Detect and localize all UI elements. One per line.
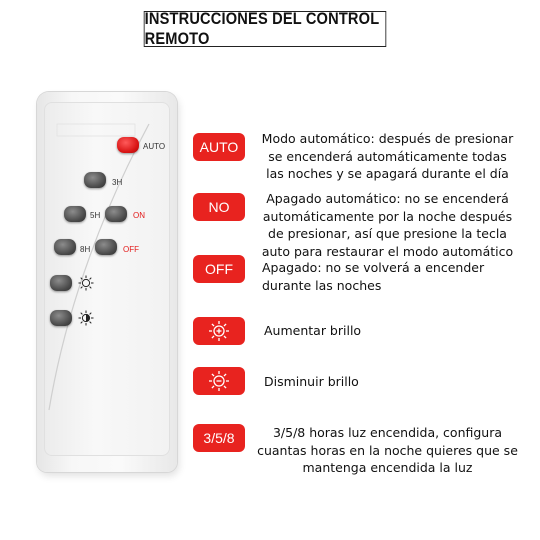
brightness-down-badge xyxy=(193,367,245,395)
remote-control xyxy=(37,92,177,472)
auto-description: Modo automático: después de presionar se encenderá automáticamente todas las noches y se apagará durante el día xyxy=(261,131,514,181)
3h-button[interactable] xyxy=(84,172,106,188)
brightness-up-badge xyxy=(193,317,245,345)
brightness-down-button[interactable] xyxy=(50,310,72,326)
no-badge: NO xyxy=(193,193,245,221)
auto-button[interactable] xyxy=(117,137,139,153)
brightness-up-button[interactable] xyxy=(50,275,72,291)
auto-badge: AUTO xyxy=(193,133,245,161)
8h-label: 8H xyxy=(80,245,91,254)
5h-label: 5H xyxy=(90,211,101,220)
off-badge: OFF xyxy=(193,255,245,283)
brightness-up-description: Aumentar brillo xyxy=(264,323,362,338)
sun-plus-icon xyxy=(208,320,230,342)
auto-label: AUTO xyxy=(143,142,166,151)
sun-minus-icon xyxy=(208,370,230,392)
5h-button[interactable] xyxy=(64,206,86,222)
on-label: ON xyxy=(133,211,145,220)
off-button[interactable] xyxy=(95,239,117,255)
8h-button[interactable] xyxy=(54,239,76,255)
3h-label: 3H xyxy=(112,178,123,187)
off-description: Apagado: no se volverá a encender durante las noches xyxy=(262,260,485,293)
hours-badge: 3/5/8 xyxy=(193,424,245,452)
sun-plus-icon xyxy=(78,275,94,291)
no-description: Apagado automático: no se encenderá automáticamente por la noche después de presionar, así que presione la tecla auto para restaurar el modo automático xyxy=(261,191,514,259)
hours-description: 3/5/8 horas luz encendida, configura cuantas horas en la noche quieres que se mantenga encendida la luz xyxy=(257,425,518,475)
on-button[interactable] xyxy=(105,206,127,222)
sun-minus-icon xyxy=(78,310,94,326)
off-label: OFF xyxy=(123,245,139,254)
brightness-down-description: Disminuir brillo xyxy=(264,374,359,389)
page-title: INSTRUCCIONES DEL CONTROL REMOTO xyxy=(144,11,387,47)
